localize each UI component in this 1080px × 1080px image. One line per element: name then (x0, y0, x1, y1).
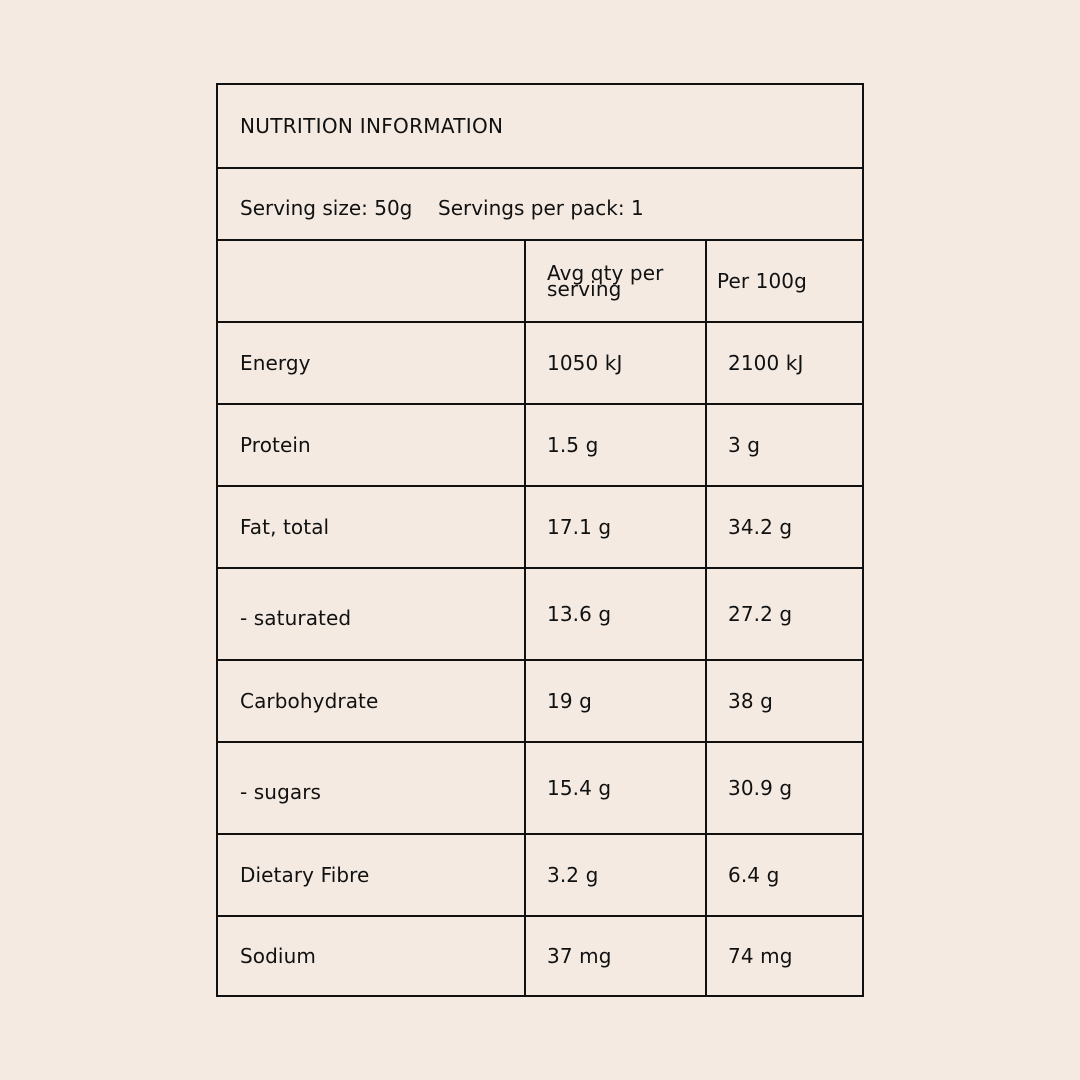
per-100g-value: 2100 kJ (705, 323, 862, 403)
nutrient-name: Carbohydrate (240, 689, 379, 713)
nutrient-name: - saturated (240, 606, 352, 630)
per-serving-value: 13.6 g (524, 569, 705, 659)
per-100g-value: 30.9 g (705, 743, 862, 833)
nutrient-name: Energy (240, 351, 311, 375)
table-row (218, 833, 862, 915)
per-100g-value: 74 mg (705, 917, 862, 995)
table-row (218, 659, 862, 741)
header-avg-qty-per-serving (524, 241, 705, 321)
per-serving-value: 1050 kJ (524, 323, 705, 403)
serving-row (218, 167, 862, 239)
header-per-100g: Per 100g (705, 241, 862, 321)
header-avg-qty-per-serving-label: Avg qty per serving (547, 261, 664, 301)
nutrient-name: Protein (240, 433, 311, 457)
servings-per-pack: Servings per pack: 1 (438, 196, 644, 220)
nutrient-name: Fat, total (240, 515, 330, 539)
per-serving-value: 15.4 g (524, 743, 705, 833)
serving-size: Serving size: 50g (240, 196, 413, 220)
title-row (218, 85, 862, 167)
per-serving-value: 17.1 g (524, 487, 705, 567)
panel-title: NUTRITION INFORMATION (240, 114, 504, 138)
per-serving-value: 3.2 g (524, 835, 705, 915)
nutrition-panel (216, 83, 864, 997)
per-100g-value: 34.2 g (705, 487, 862, 567)
per-serving-value: 1.5 g (524, 405, 705, 485)
per-100g-value: 6.4 g (705, 835, 862, 915)
table-row (218, 403, 862, 485)
table-row (218, 915, 862, 995)
nutrient-name: Dietary Fibre (240, 863, 370, 887)
per-serving-value: 19 g (524, 661, 705, 741)
per-serving-value: 37 mg (524, 917, 705, 995)
table-row (218, 485, 862, 567)
nutrient-name: - sugars (240, 780, 322, 804)
header-nutrient (218, 241, 524, 321)
column-header-row (218, 239, 862, 321)
per-100g-value: 27.2 g (705, 569, 862, 659)
per-100g-value: 38 g (705, 661, 862, 741)
table-row (218, 567, 862, 659)
table-row (218, 321, 862, 403)
table-row (218, 741, 862, 833)
nutrient-name: Sodium (240, 944, 316, 968)
per-100g-value: 3 g (705, 405, 862, 485)
